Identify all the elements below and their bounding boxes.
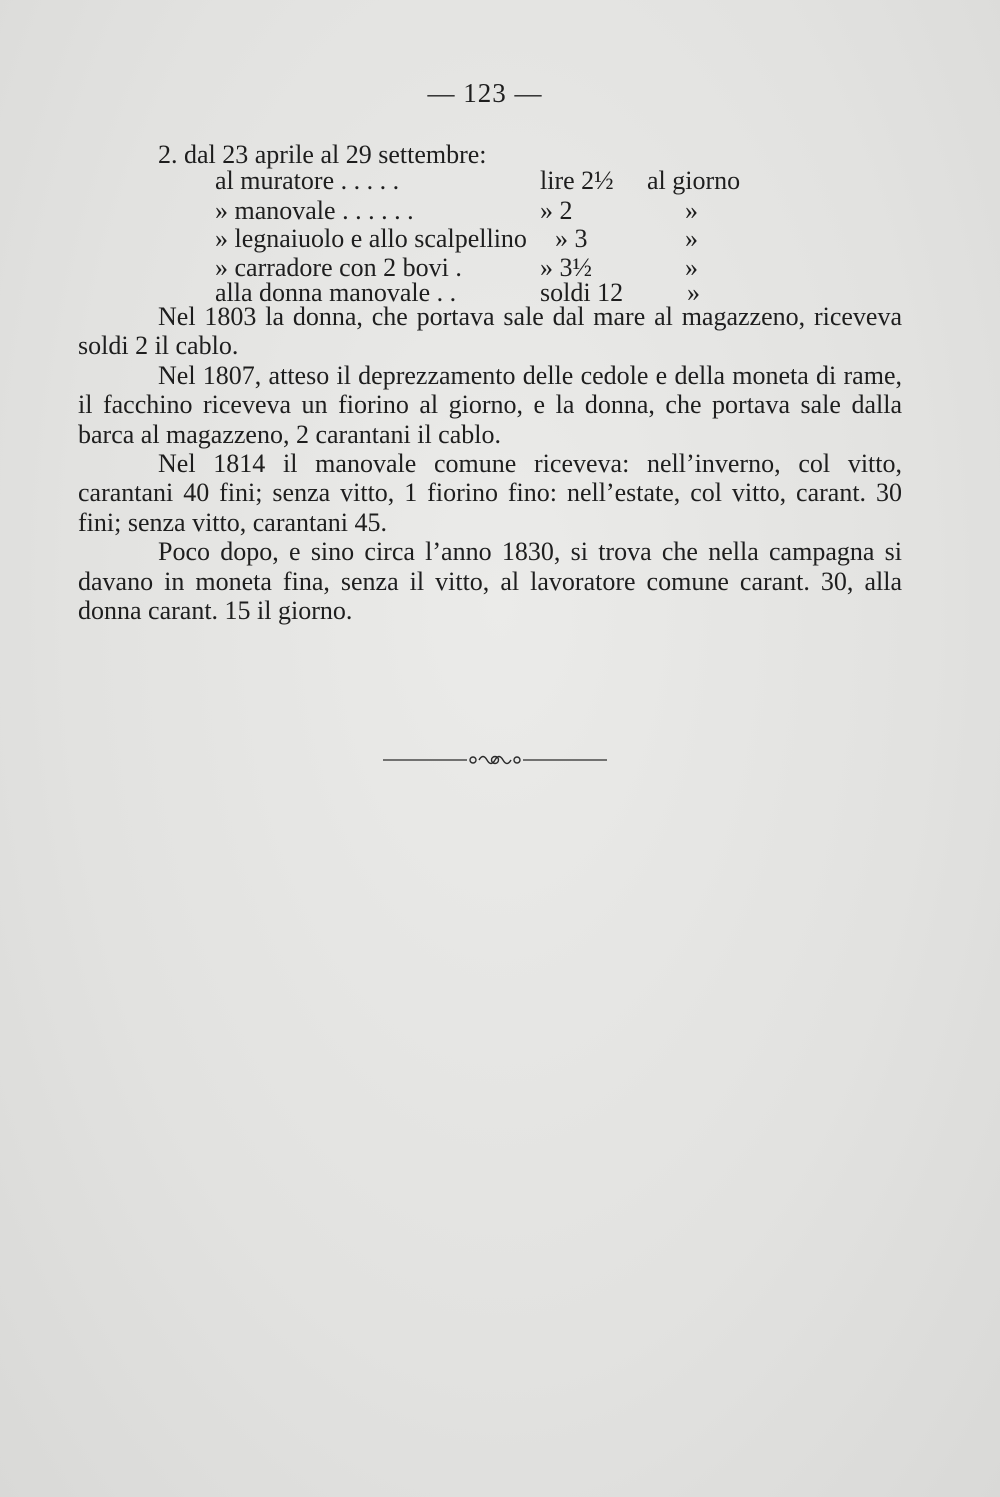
wage-amount: » 3 bbox=[555, 224, 588, 253]
wage-label: alla donna manovale . . bbox=[215, 278, 457, 307]
wage-label: » carradore con 2 bovi . bbox=[215, 253, 462, 282]
wage-label: » legnaiuolo e allo scalpellino bbox=[215, 224, 527, 253]
paragraph: Poco dopo, e sino circa l’anno 1830, si trova che nella campagna si davano in moneta fina, senza il vitto, al lavoratore comune carant. 30, alla donna carant. 15 il giorno. bbox=[78, 537, 902, 626]
list-intro: 2. dal 23 aprile al 29 settembre: bbox=[158, 140, 487, 169]
paragraph: Nel 1803 la donna, che portava sale dal mare al magazzeno, riceveva soldi 2 il cablo. bbox=[78, 302, 902, 361]
wage-row bbox=[215, 166, 755, 198]
wage-unit: » bbox=[687, 278, 700, 307]
page-number: — 123 — bbox=[427, 78, 543, 108]
wage-label: » manovale . . . . . . bbox=[215, 196, 414, 225]
body-text bbox=[78, 302, 902, 625]
section-end-ornament bbox=[383, 748, 607, 772]
wage-unit: » bbox=[685, 224, 698, 253]
wage-amount: lire 2½ bbox=[540, 166, 614, 195]
wage-unit: » bbox=[685, 253, 698, 282]
wage-unit: » bbox=[685, 196, 698, 225]
paragraph: Nel 1814 il manovale comune riceveva: nell’inverno, col vitto, carantani 40 fini; senza vitto, 1 fiorino fino: nell’estate, col vitto, carant. 30 fini; senza vitto, carantani 45. bbox=[78, 449, 902, 537]
paragraph: Nel 1807, atteso il deprezzamento delle cedole e della moneta di rame, il facchino riceveva un fiorino al giorno, e la donna, che portava sale dalla barca al magazzeno, 2 carantani il cablo. bbox=[78, 360, 902, 449]
wage-unit: al giorno bbox=[647, 166, 741, 195]
wage-amount: » 2 bbox=[540, 196, 573, 225]
wage-label: al muratore . . . . . bbox=[215, 166, 400, 195]
wage-row bbox=[215, 224, 755, 256]
wage-amount: soldi 12 bbox=[540, 278, 624, 307]
wage-amount: » 3½ bbox=[540, 253, 592, 282]
